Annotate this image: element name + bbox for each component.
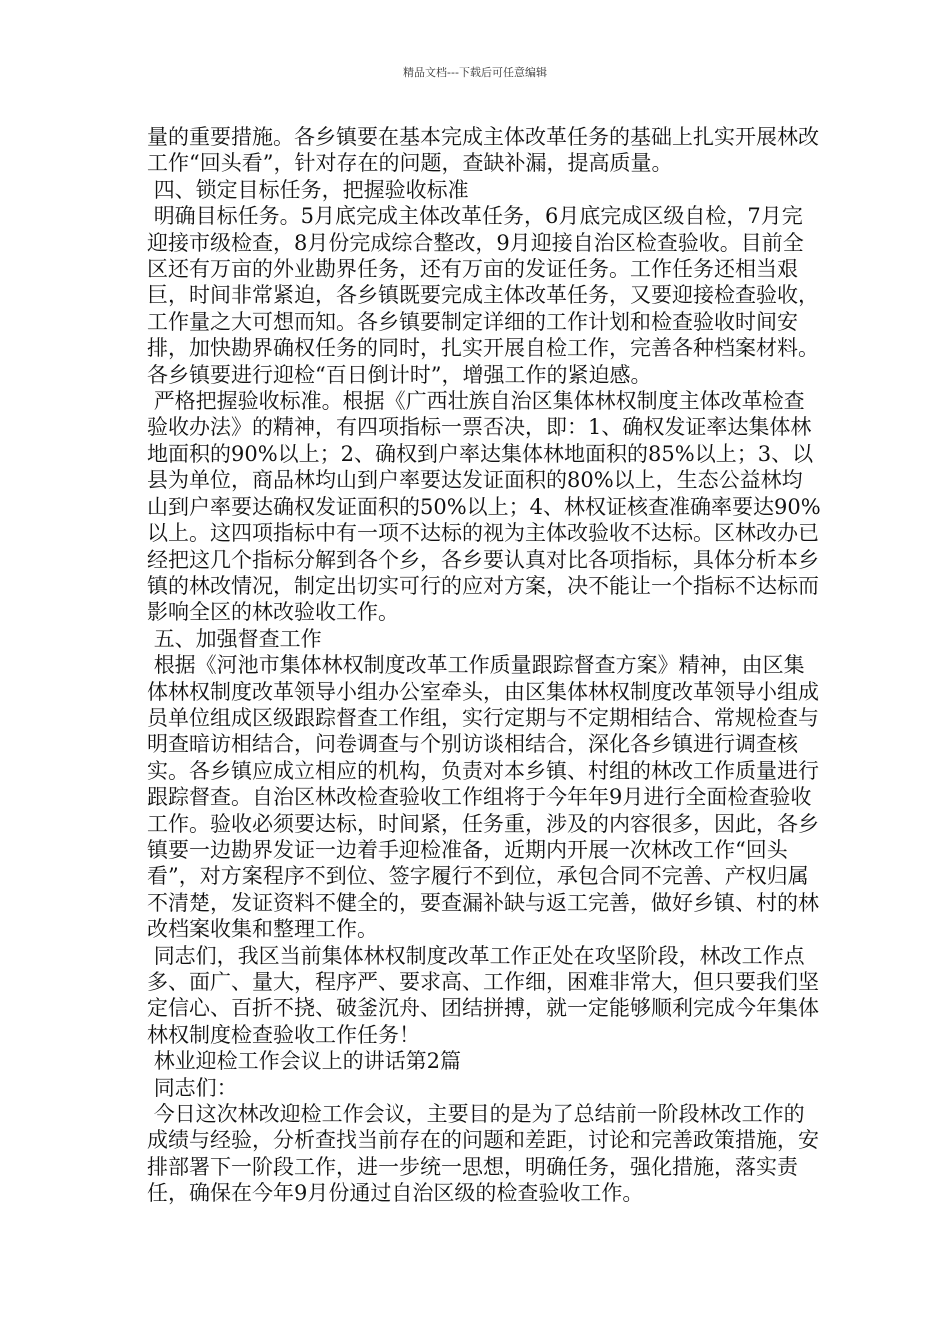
article-title-2: 林业迎检工作会议上的讲话第2篇 — [147, 1049, 462, 1074]
paragraph-supervision: 根据《河池市集体林权制度改革工作质量跟踪督查方案》精神，由区集体林权制度改革领导小组办公室牵头，由区集体林权制度改革领导小组成员单位组成区级跟踪督查工作组，实行定期与不定期相结合、常规检查与明查暗访相结合，问卷调查与个别访谈相结合，深化各乡镇进行调查核实。各乡镇应成立相应的机构，负责对本乡镇、村组的林改工作质量进行跟踪督查。自治区林改检查验收工作组将于今年年9月进行全面检查验收工作。验收必须要达标，时间紧，任务重，涉及的内容很多，因此，各乡镇要一边勘界发证一边着手迎检准备，近期内开展一次林改工作“回头看”，对方案程序不到位、签字履行不到位，承包合同不完善、产权归属不清楚，发证资料不健全的，要查漏补缺与返工完善，做好乡镇、村的林改档案收集和整理工作。 — [147, 653, 819, 942]
section-heading-5: 五、加强督查工作 — [147, 626, 322, 651]
document-body — [147, 124, 823, 1207]
paragraph-goals: 明确目标任务。5月底完成主体改革任务，6月底完成区级自检，7月完迎接市级检查，8月份完成综合整改，9月迎接自治区检查验收。目前全区还有万亩的外业勘界任务，还有万亩的发证任务。工作任务还相当艰巨，时间非常紧迫，各乡镇既要完成主体改革任务，又要迎接检查验收，工作量之大可想而知。各乡镇要制定详细的工作计划和检查验收时间安排，加快勘界确权任务的同时，扎实开展自检工作，完善各种档案材料。各乡镇要进行迎检“百日倒计时”，增强工作的紧迫感。 — [147, 204, 819, 387]
salutation: 同志们： — [147, 1075, 238, 1100]
paragraph-closing: 同志们，我区当前集体林权制度改革工作正处在攻坚阶段，林改工作点多、面广、量大，程序严、要求高、工作细，困难非常大，但只要我们坚定信心、百折不挠、破釜沉舟、团结拼搏，就一定能够顺利完成今年集体林权制度检查验收工作任务！ — [147, 943, 819, 1047]
page-header-note: 精品文档---下载后可任意编辑 — [403, 66, 547, 79]
paragraph-opening: 今日这次林改迎检工作会议，主要目的是为了总结前一阶段林改工作的成绩与经验，分析查找当前存在的问题和差距，讨论和完善政策措施，安排部署下一阶段工作，进一步统一思想，明确任务，强化措施，落实责任，确保在今年9月份通过自治区级的检查验收工作。 — [147, 1102, 819, 1206]
section-heading-4: 四、锁定目标任务，把握验收标准 — [147, 177, 469, 202]
paragraph-1: 量的重要措施。各乡镇要在基本完成主体改革任务的基础上扎实开展林改工作“回头看”，针对存在的问题，查缺补漏，提高质量。 — [147, 125, 819, 176]
paragraph-standards: 严格把握验收标准。根据《广西壮族自治区集体林权制度主体改革检查验收办法》的精神，有四项指标一票否决，即：1、确权发证率达集体林地面积的90%以上；2、确权到户率达集体林地面积的85%以上；3、以县为单位，商品林均山到户率要达发证面积的80%以上，生态公益林均山到户率要达确权发证面积的50%以上；4、林权证核查准确率要达90%以上。这四项指标中有一项不达标的视为主体改验收不达标。区林改办已经把这几个指标分解到各个乡，各乡要认真对比各项指标，具体分析本乡镇的林改情况，制定出切实可行的应对方案，决不能让一个指标不达标而影响全区的林改验收工作。 — [147, 389, 821, 625]
